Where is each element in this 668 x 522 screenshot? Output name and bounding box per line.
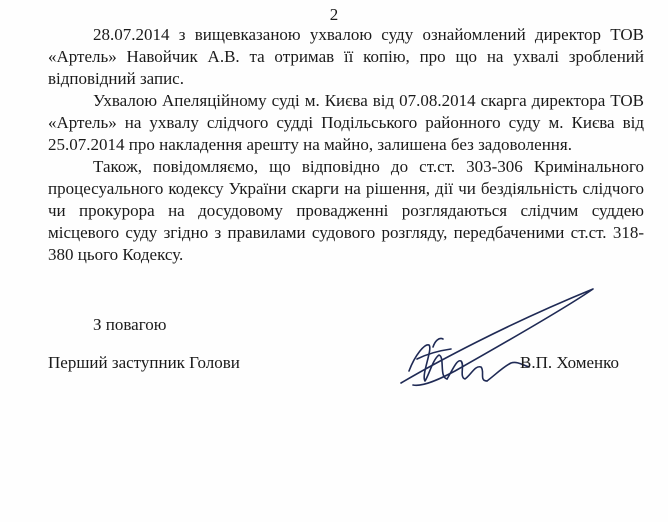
signer-position: Перший заступник Голови xyxy=(48,353,240,372)
paragraph-procedure-note: Також, повідомляємо, що відповідно до ст.ст. 303-306 Кримінального процесуального кодексу України скарги на рішення, дії чи бездіяльність слідчого чи прокурора на досудовому провадженні розглядаються слідчим суддею місцевого суду згідно з правилами судового розгляду, передбаченими ст.ст. 318-380 цього Кодексу. xyxy=(48,157,644,264)
closing-phrase: З повагою xyxy=(93,315,167,334)
handwritten-signature xyxy=(395,285,600,395)
letter-body xyxy=(48,24,644,266)
page-number: 2 xyxy=(329,5,339,24)
paragraph-review-notice: 28.07.2014 з вищевказаною ухвалою суду ознайомлений директор ТОВ «Артель» Навойчик А.В. та отримав її копію, про що на ухвалі зроблений відповідний запис. xyxy=(48,25,644,88)
signer-name: В.П. Хоменко xyxy=(520,353,620,372)
paragraph-appeal-ruling: Ухвалою Апеляційному суді м. Києва від 07.08.2014 скарга директора ТОВ «Артель» на ухвалу слідчого судді Подільського районного суду м. Києва від 25.07.2014 про накладення арешту на майно, залишена без задоволення. xyxy=(48,91,644,154)
